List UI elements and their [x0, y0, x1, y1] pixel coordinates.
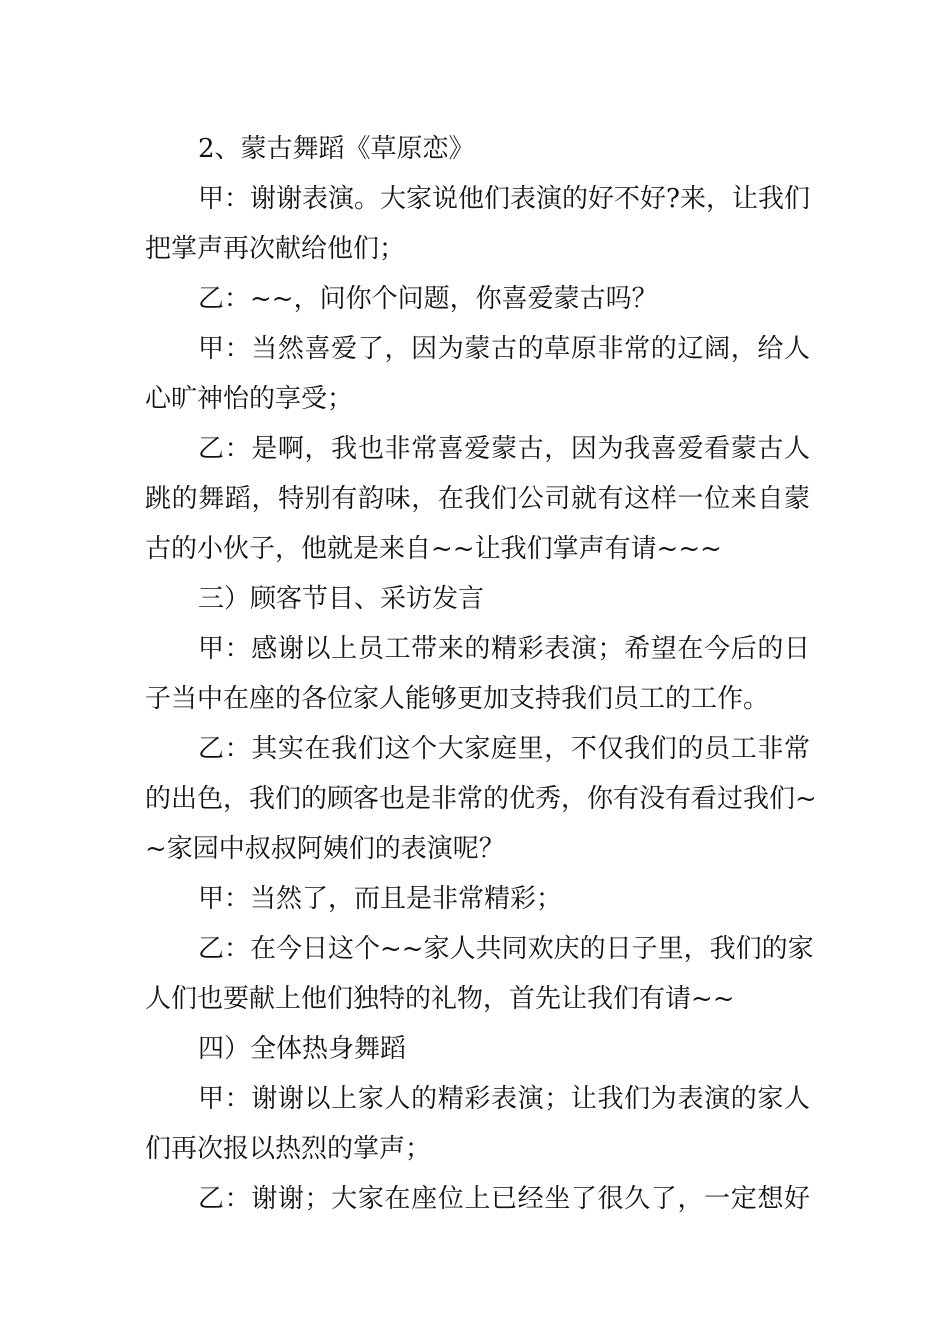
- paragraph-line: 们再次报以热烈的掌声；: [145, 1134, 432, 1164]
- paragraph-line: 甲：谢谢以上家人的精彩表演；让我们为表演的家人: [198, 1084, 810, 1114]
- paragraph-line: 心旷神怡的享受；: [145, 384, 354, 414]
- paragraph-line: 乙：~~，问你个问题，你喜爱蒙古吗？: [198, 284, 658, 314]
- section-heading-warmup-dance: 四）全体热身舞蹈: [198, 1034, 407, 1064]
- paragraph-line: 甲：当然喜爱了，因为蒙古的草原非常的辽阔，给人: [198, 334, 810, 364]
- paragraph-line: 子当中在座的各位家人能够更加支持我们员工的工作。: [145, 684, 770, 714]
- paragraph-line: 甲：感谢以上员工带来的精彩表演；希望在今后的日: [198, 634, 810, 664]
- section-heading-mongolian-dance: 2、蒙古舞蹈《草原恋》: [198, 134, 475, 164]
- paragraph-line: 古的小伙子，他就是来自~~让我们掌声有请~~~: [145, 534, 722, 564]
- paragraph-line: 人们也要献上他们独特的礼物，首先让我们有请~~: [145, 984, 735, 1014]
- paragraph-line: 甲：谢谢表演。大家说他们表演的好不好?来，让我们: [198, 184, 810, 214]
- paragraph-line: 甲：当然了，而且是非常精彩；: [198, 884, 563, 914]
- paragraph-line: 的出色，我们的顾客也是非常的优秀，你有没有看过我们~: [145, 784, 817, 814]
- section-heading-customer-program: 三）顾客节目、采访发言: [198, 584, 485, 614]
- paragraph-line: 跳的舞蹈，特别有韵味，在我们公司就有这样一位来自蒙: [145, 484, 810, 514]
- paragraph-line: 乙：谢谢；大家在座位上已经坐了很久了，一定想好: [198, 1184, 810, 1214]
- paragraph-line: 乙：在今日这个~~家人共同欢庆的日子里，我们的家: [198, 934, 814, 964]
- paragraph-line: 乙：其实在我们这个大家庭里，不仅我们的员工非常: [198, 734, 810, 764]
- paragraph-line: 乙：是啊，我也非常喜爱蒙古，因为我喜爱看蒙古人: [198, 434, 810, 464]
- paragraph-line: 把掌声再次献给他们；: [145, 234, 406, 264]
- paragraph-line: ~家园中叔叔阿姨们的表演呢？: [145, 834, 505, 864]
